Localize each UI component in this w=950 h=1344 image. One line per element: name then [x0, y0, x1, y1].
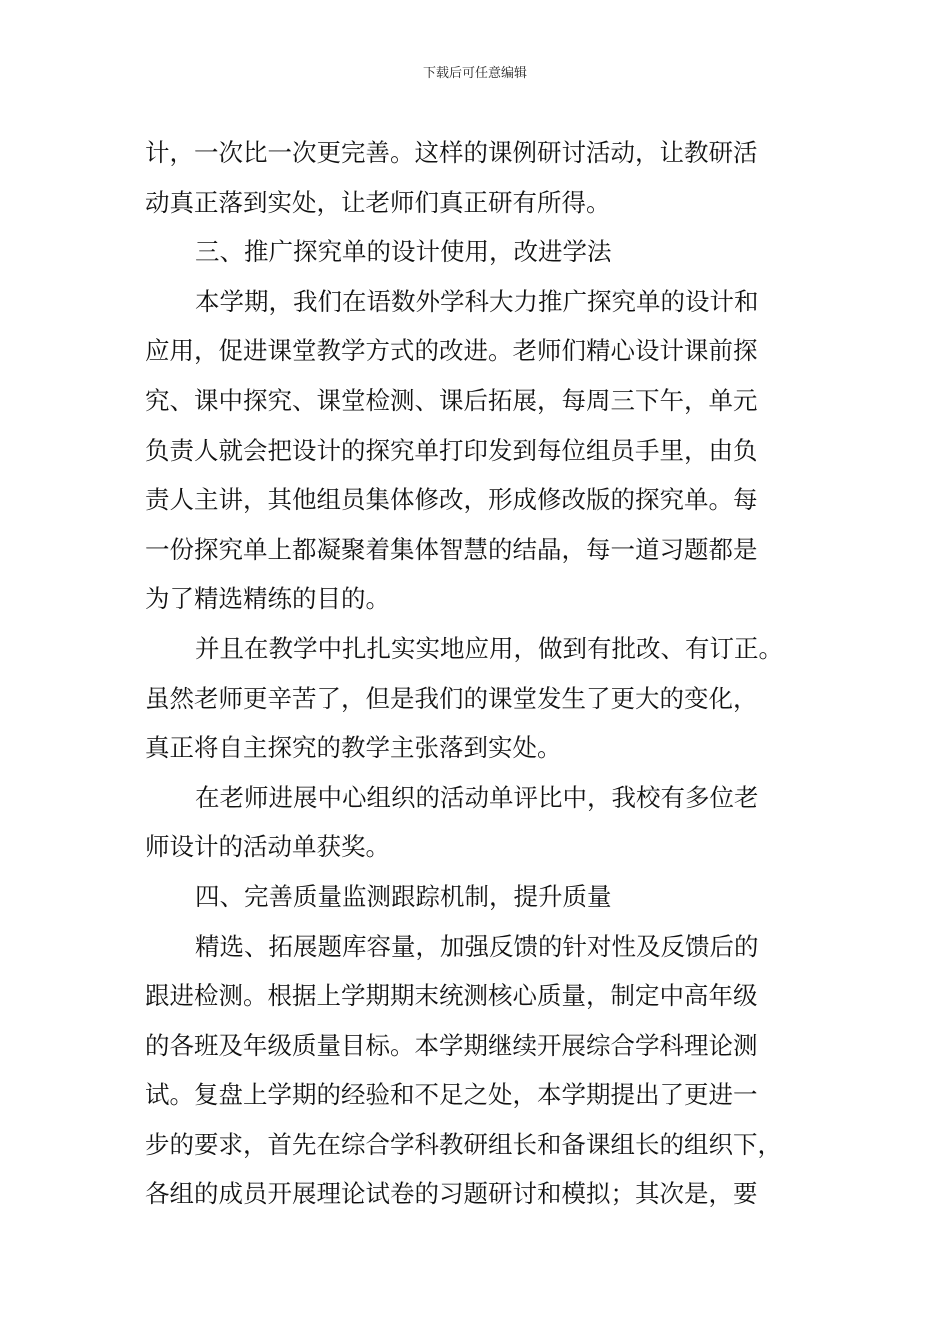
document-body — [145, 128, 805, 1219]
text-line: 跟进检测。根据上学期期末统测核心质量，制定中高年级 — [145, 981, 758, 1011]
text-line: 究、课中探究、课堂检测、课后拓展，每周三下午，单元 — [145, 385, 758, 415]
text-line: 本学期，我们在语数外学科大力推广探究单的设计和 — [195, 286, 759, 316]
section-heading: 四、完善质量监测跟踪机制，提升质量 — [195, 881, 612, 911]
text-line: 应用，促进课堂教学方式的改进。老师们精心设计课前探 — [145, 336, 758, 366]
text-line: 为了精选精练的目的。 — [145, 584, 390, 614]
text-line: 并且在教学中扎扎实实地应用，做到有批改、有订正。 — [195, 633, 783, 663]
text-line: 试。复盘上学期的经验和不足之处，本学期提出了更进一 — [145, 1080, 758, 1110]
text-line: 各组的成员开展理论试卷的习题研讨和模拟；其次是，要 — [145, 1179, 758, 1209]
text-line: 责人主讲，其他组员集体修改，形成修改版的探究单。每 — [145, 485, 758, 515]
text-line: 真正将自主探究的教学主张落到实处。 — [145, 733, 562, 763]
text-line: 步的要求，首先在综合学科教研组长和备课组长的组织下， — [145, 1129, 782, 1159]
text-line: 计，一次比一次更完善。这样的课例研讨活动，让教研活 — [145, 138, 758, 167]
text-line: 负责人就会把设计的探究单打印发到每位组员手里，由负 — [145, 435, 758, 465]
text-line: 的各班及年级质量目标。本学期继续开展综合学科理论测 — [145, 1030, 758, 1060]
text-line: 动真正落到实处，让老师们真正研有所得。 — [145, 187, 611, 217]
text-line: 虽然老师更辛苦了，但是我们的课堂发生了更大的变化， — [145, 683, 758, 713]
text-line: 在老师进展中心组织的活动单评比中，我校有多位老 — [195, 782, 759, 812]
page-header: 下载后可任意编辑 — [422, 66, 527, 81]
text-line: 精选、拓展题库容量，加强反馈的针对性及反馈后的 — [195, 931, 759, 961]
section-heading: 三、推广探究单的设计使用，改进学法 — [195, 237, 612, 267]
text-line: 一份探究单上都凝聚着集体智慧的结晶，每一道习题都是 — [145, 534, 758, 564]
text-line: 师设计的活动单获奖。 — [145, 832, 390, 862]
